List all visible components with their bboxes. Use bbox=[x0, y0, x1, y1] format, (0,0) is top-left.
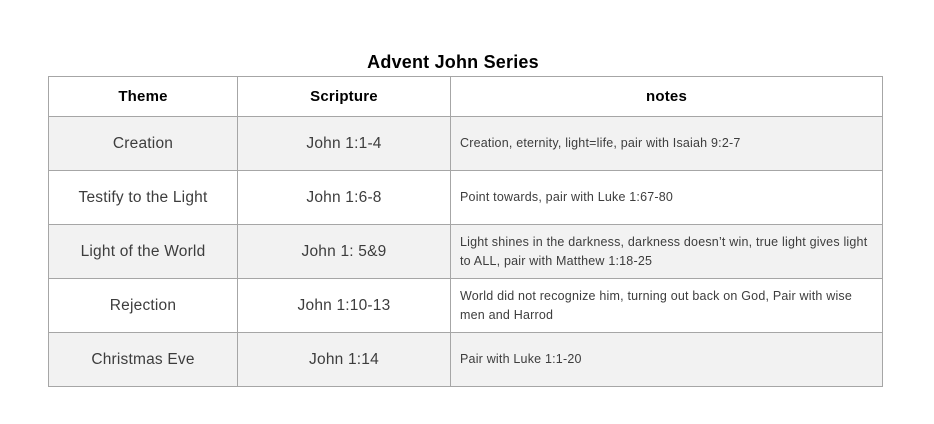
theme-cell: Rejection bbox=[49, 279, 238, 333]
page-title: Advent John Series bbox=[367, 52, 539, 72]
theme-cell: Creation bbox=[49, 117, 238, 171]
table-row bbox=[49, 171, 883, 225]
scripture-cell: John 1:14 bbox=[238, 333, 451, 387]
theme-cell: Light of the World bbox=[49, 225, 238, 279]
scripture-cell: John 1: 5&9 bbox=[238, 225, 451, 279]
advent-series-table bbox=[48, 76, 883, 387]
column-header-notes: notes bbox=[451, 77, 883, 117]
table-row bbox=[49, 225, 883, 279]
notes-cell: Point towards, pair with Luke 1:67-80 bbox=[451, 171, 883, 225]
table-header-row-group bbox=[49, 77, 883, 117]
column-header-scripture: Scripture bbox=[238, 77, 451, 117]
table-row bbox=[49, 279, 883, 333]
table-row bbox=[49, 333, 883, 387]
notes-cell: Light shines in the darkness, darkness doesn’t win, true light gives light to ALL, pair with Matthew 1:18-25 bbox=[451, 225, 883, 279]
table-row bbox=[49, 117, 883, 171]
scripture-cell: John 1:6-8 bbox=[238, 171, 451, 225]
table-header-row bbox=[49, 77, 883, 117]
column-header-theme: Theme bbox=[49, 77, 238, 117]
notes-cell: Creation, eternity, light=life, pair with Isaiah 9:2-7 bbox=[451, 117, 883, 171]
table-body bbox=[49, 117, 883, 387]
notes-cell: World did not recognize him, turning out back on God, Pair with wise men and Harrod bbox=[451, 279, 883, 333]
scripture-cell: John 1:10-13 bbox=[238, 279, 451, 333]
notes-cell: Pair with Luke 1:1-20 bbox=[451, 333, 883, 387]
theme-cell: Testify to the Light bbox=[49, 171, 238, 225]
theme-cell: Christmas Eve bbox=[49, 333, 238, 387]
scripture-cell: John 1:1-4 bbox=[238, 117, 451, 171]
